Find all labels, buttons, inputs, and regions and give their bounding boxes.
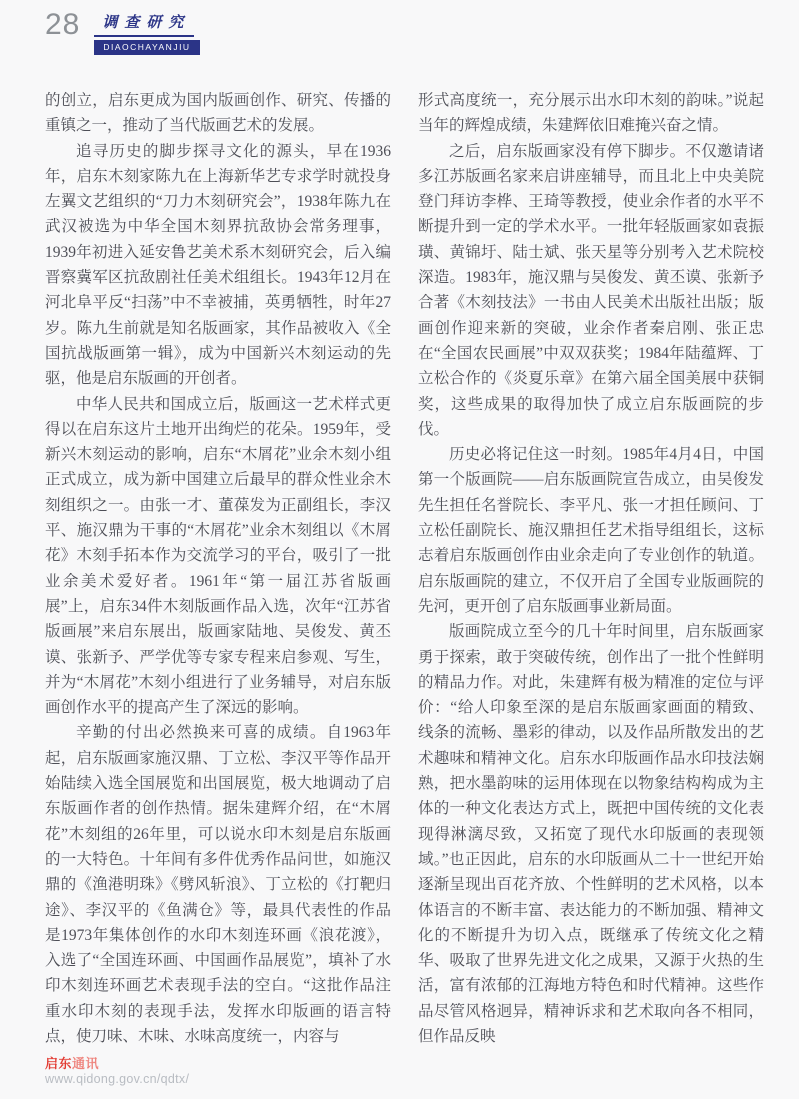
article-body — [45, 88, 764, 1049]
page-footer — [45, 1056, 189, 1087]
paragraph: 的创立，启东更成为国内版画创作、研究、传播的重镇之一，推动了当代版画艺术的发展。 — [45, 92, 391, 135]
paragraph: 追寻历史的脚步探寻文化的源头，早在1936年，启东木刻家陈九在上海新华艺专求学时就投身左翼文艺组织的“刀力木刻研究会”，1938年陈九在武汉被选为中华全国木刻界抗敌协会常务理事，1939年初进入延安鲁艺美术系木刻研究会，后入编晋察冀军区抗敌剧社任美术组组长。1943年12月在河北阜平反“扫荡”中不幸被捕，英勇牺牲，时年27岁。陈九生前就是知名版画家，其作品被收入《全国抗战版画第一辑》，成为中国新兴木刻运动的先驱，他是启东版画的开创者。 — [45, 142, 391, 388]
publication-brand — [45, 1056, 189, 1071]
section-title: 调查研究 — [94, 11, 194, 37]
article-column-left — [45, 88, 391, 1049]
page-number: 28 — [45, 8, 81, 41]
paragraph: 辛勤的付出必然换来可喜的成绩。自1963年起，启东版画家施汉鼎、丁立松、李汉平等作品开始陆续入选全国展览和出国展览，极大地调动了启东版画作者的创作热情。据朱建辉介绍，在“木屑花”木刻组的26年里，可以说水印木刻是启东版画的一大特色。十年间有多件优秀作品问世，如施汉鼎的《渔港明珠》《劈风斩浪》、丁立松的《打靶归途》、李汉平的《鱼满仓》等，最具代表性的作品是1973年集体创作的水印木刻连环画《浪花渡》，入选了“全国连环画、中国画作品展览”，填补了水印木刻连环画艺术表现手法的空白。“这批作品注重水印木刻的表现手法，发挥水印版画的语言特点，使刀味、木味、水味高度统一，内容与 — [45, 724, 391, 1045]
brand-name-primary: 启东 — [45, 1056, 73, 1071]
section-header — [94, 10, 199, 55]
paragraph: 形式高度统一，充分展示出水印木刻的韵味。”说起当年的辉煌成绩，朱建辉依旧难掩兴奋之情。 — [418, 92, 764, 135]
paragraph: 中华人民共和国成立后，版画这一艺术样式更得以在启东这片土地开出绚烂的花朵。1959年，受新兴木刻运动的影响，启东“木屑花”业余木刻小组正式成立，成为新中国建立后最早的群众性业余木刻组织之一。由张一才、董葆发为正副组长，李汉平、施汉鼎为干事的“木屑花”业余木刻组以《木屑花》木刻手拓本作为交流学习的平台，吸引了一批业余美术爱好者。1961年“第一届江苏省版画展”上，启东34件木刻版画作品入选，次年“江苏省版画展”来启东展出，版画家陆地、吴俊发、黄丕谟、张新予、严学优等专家专程来启参观、写生，并为“木屑花”木刻小组进行了业务辅导，对启东版画创作水平的提高产生了深远的影响。 — [45, 395, 391, 717]
article-column-right — [418, 88, 764, 1049]
page-header — [45, 10, 200, 55]
publication-url: www.qidong.gov.cn/qdtx/ — [45, 1072, 190, 1086]
brand-name-secondary: 通讯 — [72, 1056, 100, 1071]
paragraph: 之后，启东版画家没有停下脚步。不仅邀请诸多江苏版画名家来启讲座辅导，而且北上中央美院登门拜访李桦、王琦等教授，使业余作者的水平不断提升到一定的学术水平。一批年轻版画家如袁振璜、黄锦圩、陆士斌、张天星等分别考入艺术院校深造。1983年，施汉鼎与吴俊发、黄丕谟、张新予合著《木刻技法》一书由人民美术出版社出版；版画创作迎来新的突破，业余作者秦启刚、张正忠在“全国农民画展”中双双获奖；1984年陆蕴辉、丁立松合作的《炎夏乐章》在第六届全国美展中获铜奖，这些成果的取得加快了成立启东版画院的步伐。 — [418, 142, 764, 438]
section-subtitle-pinyin: DIAOCHAYANJIU — [94, 40, 199, 55]
paragraph: 历史必将记住这一时刻。1985年4月4日，中国第一个版画院——启东版画院宣告成立，由吴俊发先生担任名誉院长、李平凡、张一才担任顾问、丁立松任副院长、施汉鼎担任艺术指导组组长，这标志着启东版画创作由业余走向了专业创作的轨道。启东版画院的建立，不仅开启了全国专业版画院的先河，更开创了启东版画事业新局面。 — [418, 446, 764, 615]
paragraph: 版画院成立至今的几十年时间里，启东版画家勇于探索，敢于突破传统，创作出了一批个性鲜明的精品力作。对此，朱建辉有极为精准的定位与评价：“给人印象至深的是启东版画家画面的精致、线条的流畅、墨彩的律动，以及作品所散发出的艺术趣味和精神文化。启东水印版画作品水印技法娴熟，把水墨韵味的运用体现在以物象结构构成为主体的一种文化表达方式上，既把中国传统的文化表现得淋漓尽致，又拓宽了现代水印版画的表现领域。”也正因此，启东的水印版画从二十一世纪开始逐渐呈现出百花齐放、个性鲜明的艺术风格，以本体语言的不断丰富、表达能力的不断加强、精神文化的不断提升为切入点，既继承了传统文化之精华、吸取了世界先进文化之成果，又源于火热的生活，富有浓郁的江海地方特色和时代精神。这些作品尽管风格迥异，精神诉求和艺术取向各不相同，但作品反映 — [418, 623, 764, 1045]
